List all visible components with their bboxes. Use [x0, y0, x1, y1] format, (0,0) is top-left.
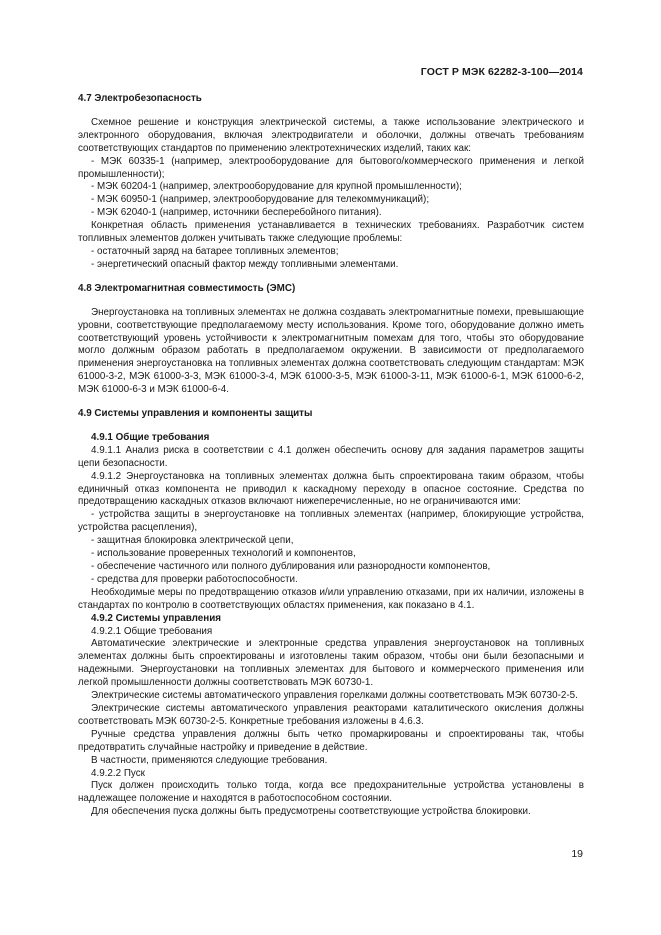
list-item: - МЭК 62040-1 (например, источники бесперебойного питания).	[91, 207, 382, 219]
subsection-4-9-2-title: 4.9.2 Системы управления	[91, 612, 222, 624]
document-body	[78, 93, 584, 819]
section-4-8-title: 4.8 Электромагнитная совместимость (ЭМС)	[78, 282, 296, 294]
list-item: - МЭК 60950-1 (например, электрооборудование для телекоммуникаций);	[91, 194, 430, 206]
paragraph: Ручные средства управления должны быть четко промаркированы и спроектированы так, чтобы предотвратить случайные настройку и приведение в действие.	[78, 728, 584, 753]
paragraph: Автоматические электрические и электронные средства управления энергоустановок на топливных элементах должны быть спроектированы и изготовлены таким образом, чтобы они были безопасными и надежными. Энергоустановки на топливных элементах для бытового и коммерческого применения или легкой промышленности должны соответствовать МЭК 60730-1.	[78, 638, 584, 689]
paragraph: Энергоустановка на топливных элементах не должна создавать электромагнитные помехи, превышающие уровни, соответствующие предполагаемому месту использования. Кроме того, оборудование должно иметь соответствующий уровень устойчивости к электромагнитным помехам для того, чтобы это оборудование могло должным образом работать в предполагаемом окружении. В зависимости от предполагаемого применения энергоустановка на топливных элементах должна соответствовать следующим стандартам: МЭК 61000-3-2, МЭК 61000-3-3, МЭК 61000-3-4, МЭК 61000-3-5, МЭК 61000-3-11, МЭК 61000-6-1, МЭК 61000-6-2, МЭК 61000-6-3 и МЭК 61000-6-4.	[78, 306, 584, 396]
paragraph: Пуск должен происходить только тогда, когда все предохранительные устройства установлены в надлежащее положение и находятся в работоспособном состоянии.	[78, 780, 584, 805]
subsection-4-9-1-title: 4.9.1 Общие требования	[91, 431, 210, 443]
list-item: - устройства защиты в энергоустановке на топливных элементах (например, блокирующие устройства, устройства расцепления),	[78, 509, 584, 534]
subsection-4-9-2-1-title: 4.9.2.1 Общие требования	[91, 625, 213, 637]
paragraph: Конкретная область применения устанавливается в технических требованиях. Разработчик систем топливных элементов должен учитывать также следующие проблемы:	[78, 220, 584, 245]
paragraph: В частности, применяются следующие требования.	[91, 754, 328, 766]
section-4-9-title: 4.9 Системы управления и компоненты защиты	[78, 408, 313, 420]
list-item: - МЭК 60204-1 (например, электрооборудование для крупной промышленности);	[91, 181, 462, 193]
list-item: - МЭК 60335-1 (например, электрооборудование для бытового/коммерческого применения и легкой промышленности);	[78, 155, 584, 180]
subsection-4-9-2-2-title: 4.9.2.2 Пуск	[91, 767, 145, 779]
page-number: 19	[571, 848, 583, 860]
list-item: - энергетический опасный фактор между топливными элементами.	[91, 258, 399, 270]
paragraph: Электрические системы автоматического управления горелками должны соответствовать МЭК 60730-2-5.	[91, 690, 578, 702]
list-item: - средства для проверки работоспособности.	[91, 573, 298, 585]
list-item: - защитная блокировка электрической цепи,	[91, 535, 294, 547]
list-item: - остаточный заряд на батарее топливных элементов;	[91, 245, 339, 257]
section-4-7-title: 4.7 Электробезопасность	[78, 93, 202, 104]
list-item: - обеспечение частичного или полного дублирования или разнородности компонентов,	[91, 561, 491, 572]
paragraph: Необходимые меры по предотвращению отказов и/или управлению отказами, при их наличии, изложены в стандартах по контролю в соответствующих областях применения, как показано в 4.1.	[78, 586, 584, 611]
paragraph: 4.9.1.1 Анализ риска в соответствии с 4.1 должен обеспечить основу для задания параметров защиты цепи безопасности.	[78, 444, 584, 469]
paragraph: 4.9.1.2 Энергоустановка на топливных элементах должна быть спроектирована таким образом, чтобы единичный отказ компонента не приводил к каскадному переходу в опасное состояние. Средства по предотвращению каскадных отказов включают нижеперечисленные, но не ограничиваются ими:	[78, 470, 584, 508]
paragraph: Электрические системы автоматического управления реакторами каталитического окисления должны соответствовать МЭК 60730-2-5. Конкретные требования изложены в 4.6.3.	[78, 702, 584, 727]
list-item: - использование проверенных технологий и компонентов,	[91, 548, 356, 560]
paragraph: Схемное решение и конструкция электрической системы, а также использование электрического и электронного оборудования, включая электродвигатели и оболочки, должны отвечать требованиям соответствующих стандартов по применению электротехнических изделий, таких как:	[78, 116, 584, 154]
standard-header: ГОСТ Р МЭК 62282-3-100—2014	[420, 66, 583, 78]
paragraph: Для обеспечения пуска должны быть предусмотрены соответствующие устройства блокировки.	[91, 806, 531, 818]
